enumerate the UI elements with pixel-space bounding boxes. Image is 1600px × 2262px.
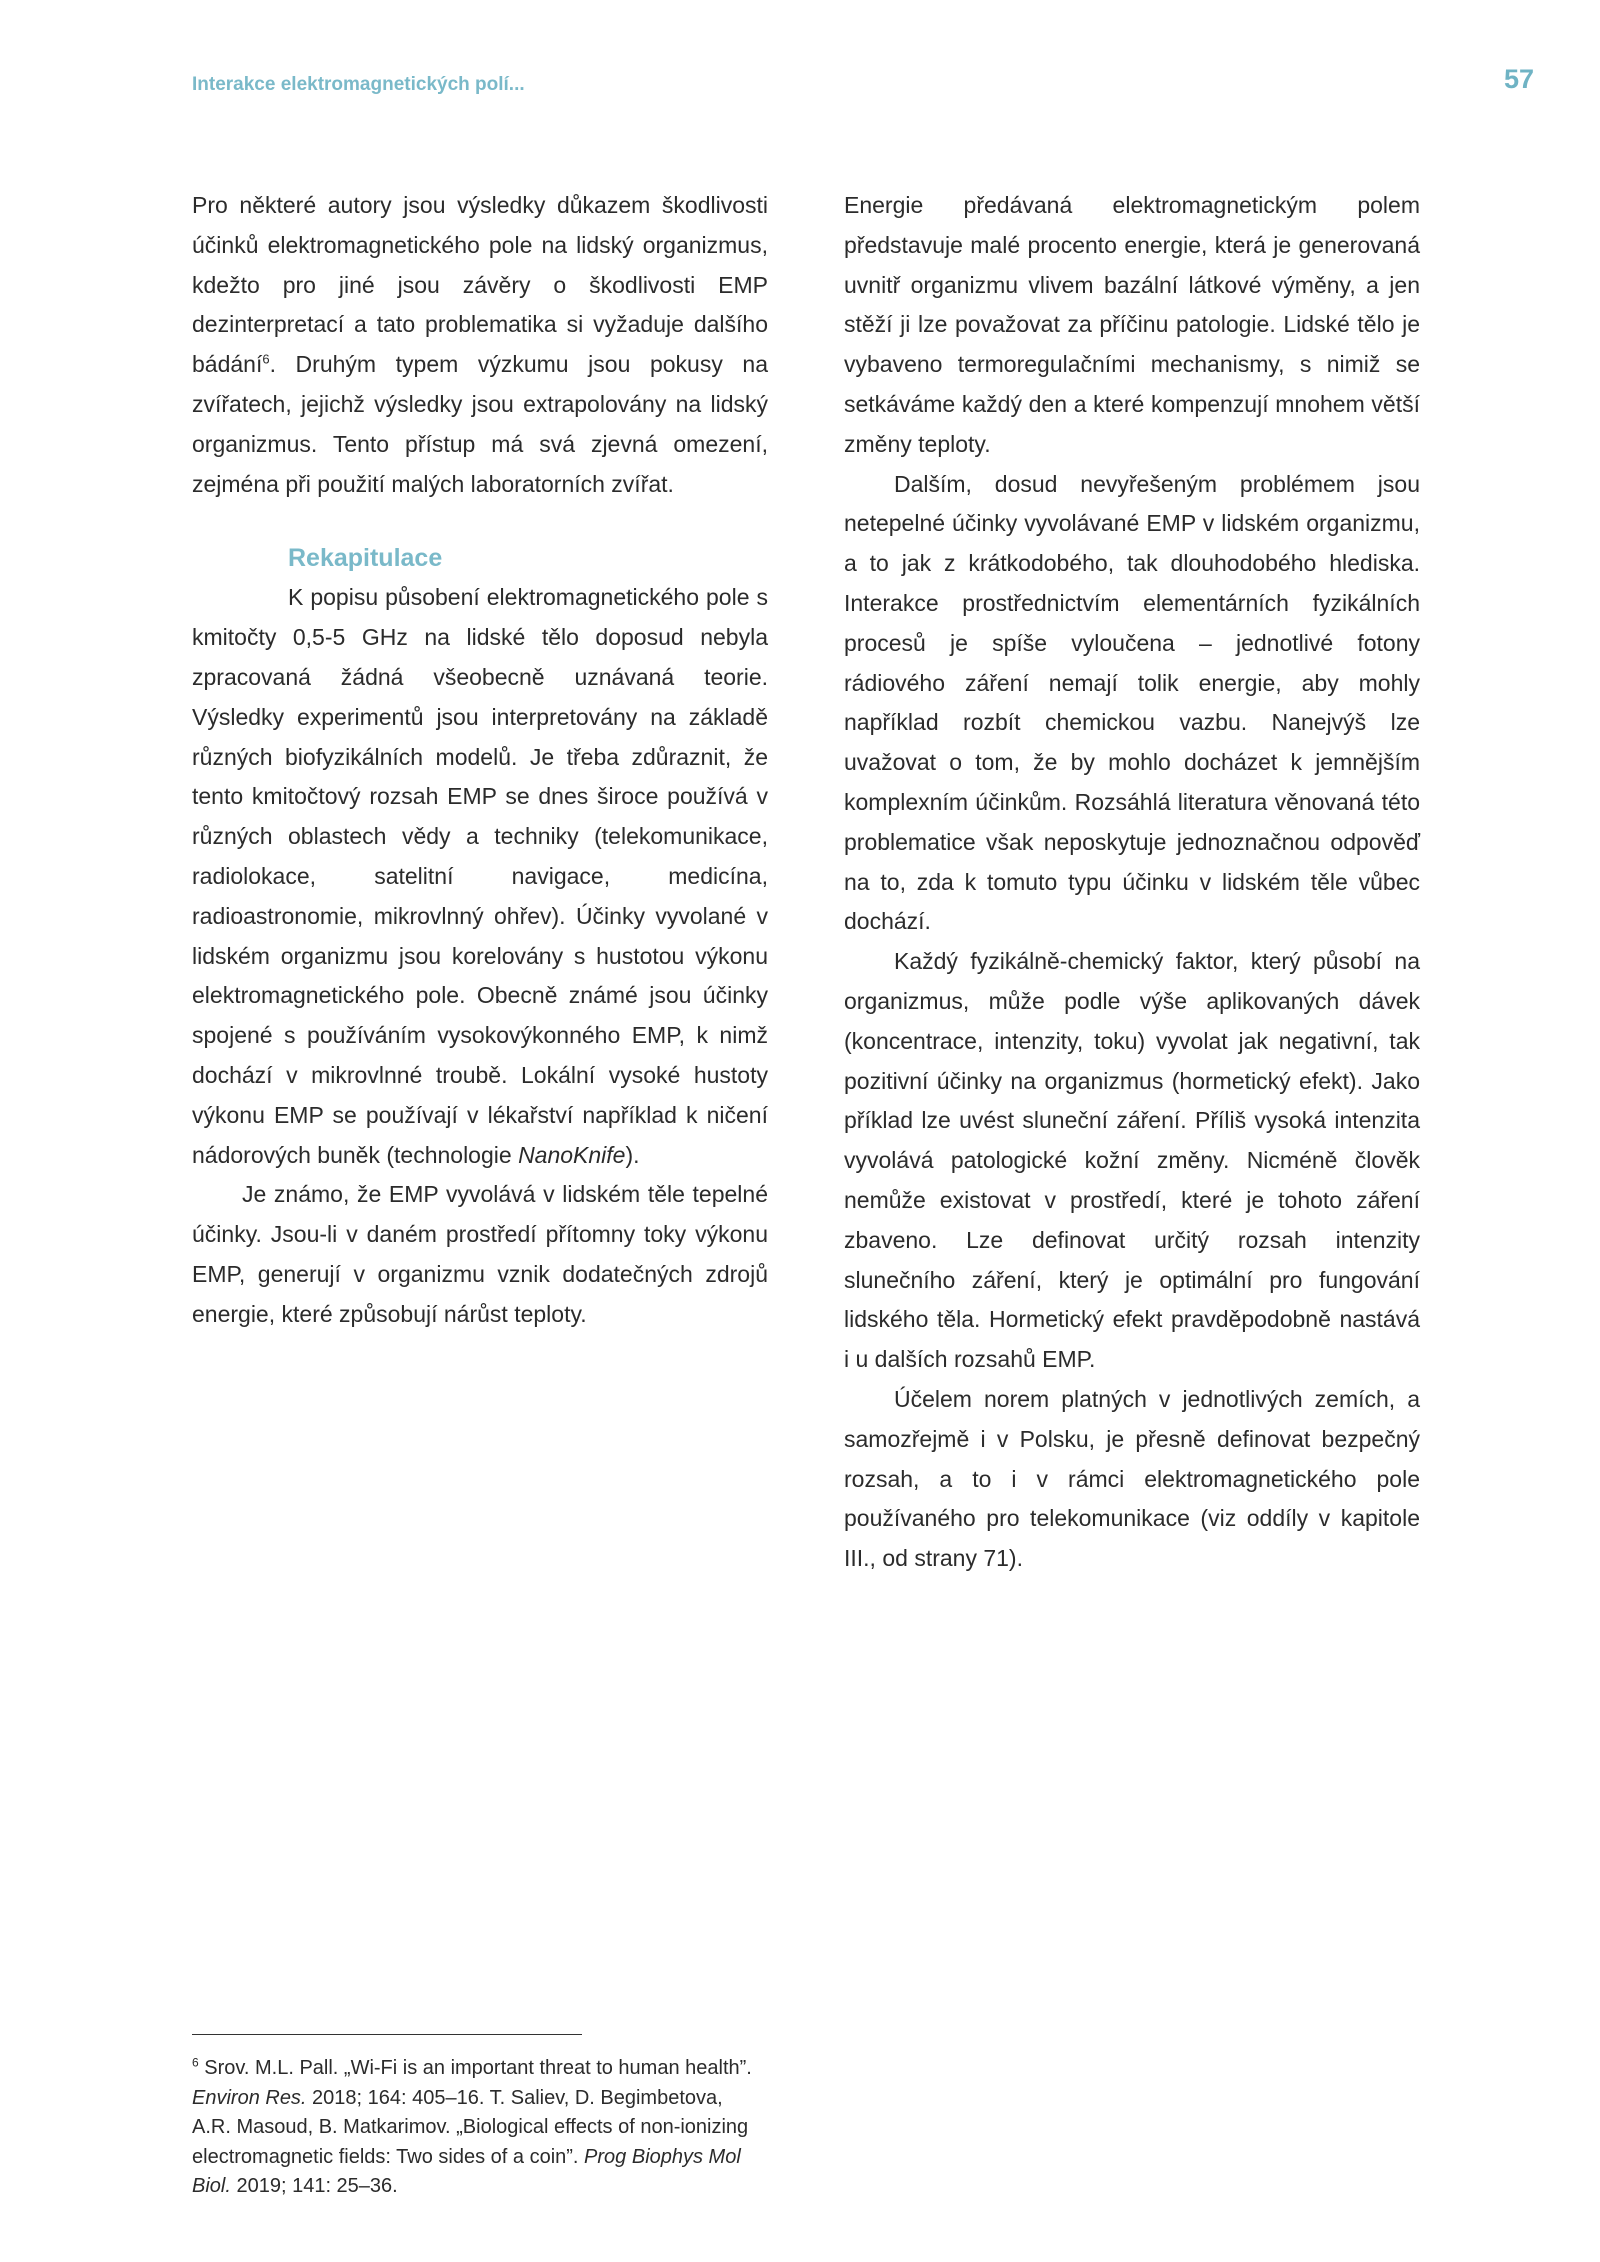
right-paragraph-1: Energie předávaná elektromagnetickým polem představuje malé procento energie, která je generovaná uvnitř organizmu vlivem bazální látkové výměny, a jen stěží ji lze považovat za příčinu patologie. Lidské tělo je vybaveno termoregulačními mechanismy, s nimiž se setkáváme každý den a které kompenzují mnohem větší změny teploty. [844,192,1420,457]
left-paragraph-1-text-a: Pro některé autory jsou výsledky důkazem škodlivosti účinků elektromagnetického pole na lidský organizmus, kdežto pro jiné jsou závěry o škodlivosti EMP dezinterpretací a tato problematika si vyžaduje dalšího bádání [192,192,768,378]
footnote-text-2: 2018; 164: 405–16. T. Saliev, D. Begimbetova, A.R. Masoud, B. Matkarimov. „Biological effects of non-ionizing electromagnetic fields: Two sides of a coin”. [192,2086,749,2168]
footnote-journal-1: Environ Res. [192,2086,307,2109]
footnote [192,2054,762,2202]
footnote-number: 6 [192,2055,199,2070]
right-paragraph-4: Účelem norem platných v jednotlivých zemích, a samozřejmě i v Polsku, je přesně definovat bezpečný rozsah, a to i v rámci elektromagnetického pole používaného pro telekomunikace (viz oddíly v kapitole III., od strany 71). [844,1385,1420,1572]
running-head: Interakce elektromagnetických polí... [192,74,525,95]
right-paragraph-3: Každý fyzikálně-chemický faktor, který působí na organizmus, může podle výše aplikovaných dávek (koncentrace, intenzity, toku) vyvolat jak negativní, tak pozitivní účinky na organizmus (hormetický efekt). Jako příklad lze uvést sluneční záření. Příliš vysoká intenzita vyvolává patologické kožní změny. Nicméně člověk nemůže existovat v prostředí, které je tohoto záření zbaveno. Lze definovat určitý rozsah intenzity slunečního záření, který je optimální pro fungování lidského těla. Hormetický efekt pravděpodobně nastává i u dalších rozsahů EMP. [844,948,1420,1373]
section-title: Rekapitulace [288,544,443,573]
footnote-divider [192,2034,582,2035]
left-paragraph-2-italic: NanoKnife [518,1141,626,1168]
left-paragraph-3: Je známo, že EMP vyvolává v lidském těle tepelné účinky. Jsou-li v daném prostředí přítomny toky výkonu EMP, generují v organizmu vznik dodatečných zdrojů energie, které způsobují nárůst teploty. [192,1181,768,1327]
footnote-reference[interactable]: 6 [262,351,270,367]
footnote-text-3: 2019; 141: 25–36. [230,2175,398,2197]
left-paragraph-2-text-b: ). [625,1141,640,1168]
left-paragraph-2-text-a: K popisu působení elektromagnetického pole s kmitočty 0,5-5 GHz na lidské tělo doposud nebyla zpracovaná žádná všeobecně uznávaná teorie. Výsledky experimentů jsou interpretovány na základě různých biofyzikálních modelů. Je třeba zdůraznit, že tento kmitočtový rozsah EMP se dnes široce používá v různých oblastech vědy a techniky (telekomunikace, radiolokace, satelitní navigace, medicína, radioastronomie, mikrovlnný ohřev). Účinky vyvolané v lidském organizmu jsou korelovány s hustotou výkonu elektromagnetického pole. Obecně známé jsou účinky spojené s používáním vysokovýkonného EMP, k nimž dochází v mikrovlnné troubě. Lokální vysoké hustoty výkonu EMP se používají v lékařství například k ničení nádorových buněk (technologie [192,584,768,1168]
left-paragraph-1-text-b: . Druhým typem výzkumu jsou pokusy na zvířatech, jejichž výsledky jsou extrapolovány na lidský organizmus. Tento přístup má svá zjevná omezení, zejména při použití malých laboratorních zvířat. [192,351,768,497]
left-paragraph-2 [192,578,768,1175]
right-paragraph-2: Dalším, dosud nevyřešeným problémem jsou netepelné účinky vyvolávané EMP v lidském organizmu, a to jak z krátkodobého, tak dlouhodobého hlediska. Interakce prostřednictvím elementárních fyzikálních procesů je spíše vyloučena – jednotlivé fotony rádiového záření nemají tolik energie, aby mohly například rozbít chemickou vazbu. Nanejvýš lze uvažovat o tom, že by mohlo docházet k jemnějším komplexním účinkům. Rozsáhlá literatura věnovaná této problematice však neposkytuje jednoznačnou odpověď na to, zda k tomuto typu účinku v lidském těle vůbec dochází. [844,470,1420,935]
footnote-text-1: Srov. M.L. Pall. „Wi-Fi is an important threat to human health”. [198,2057,752,2079]
page-number: 57 [1503,64,1534,94]
right-column [844,186,1420,1579]
footnote-journal-2: Prog Biophys Mol Biol. [192,2145,741,2197]
left-column [192,186,768,1335]
left-paragraph-1 [192,186,768,504]
